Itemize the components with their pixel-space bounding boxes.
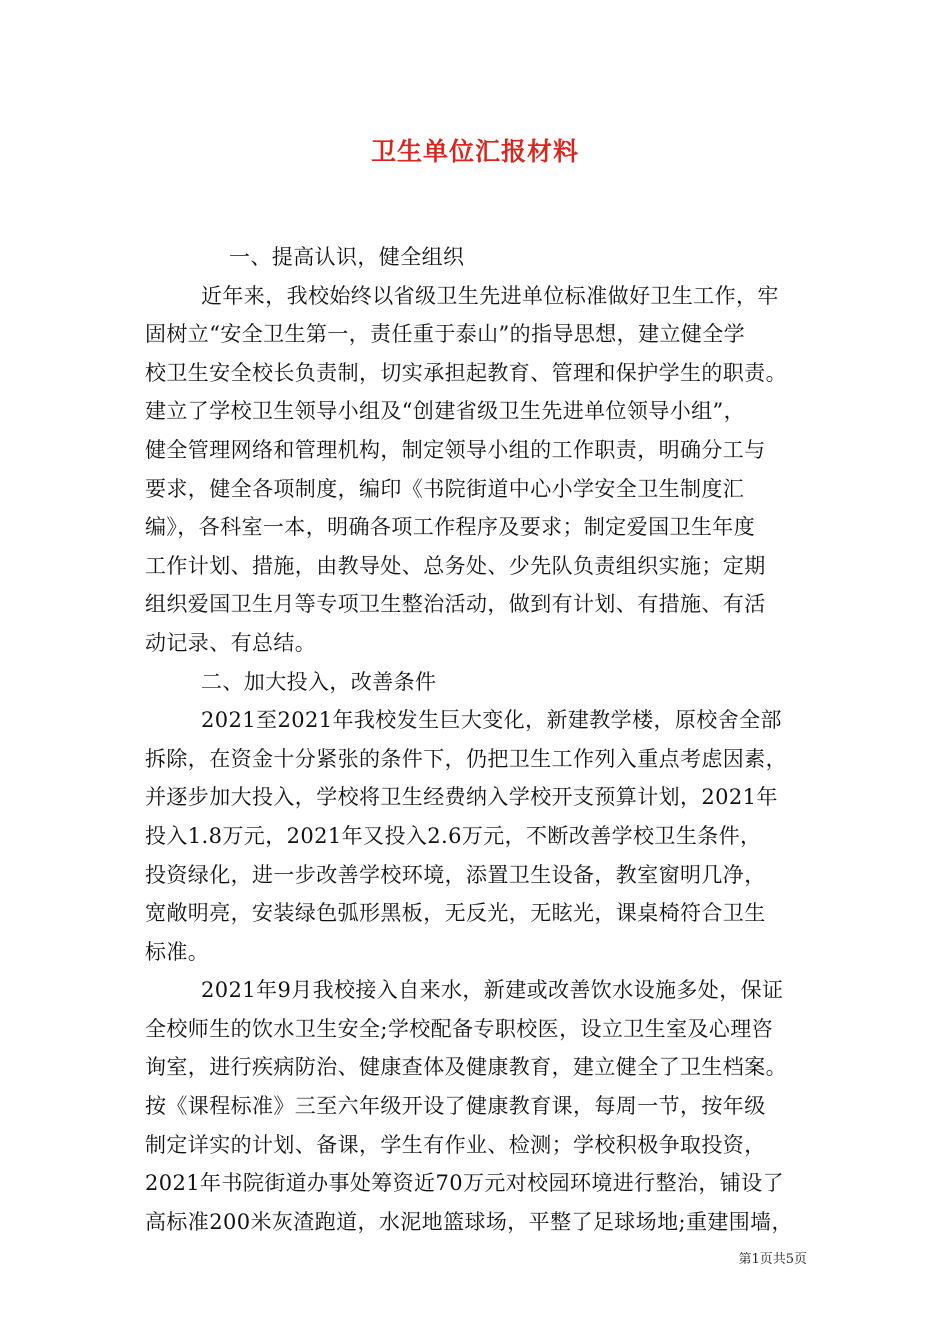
paragraph-line: 编》，各科室一本，明确各项工作程序及要求；制定爱国卫生年度 (145, 515, 756, 540)
paragraph-line: 校卫生安全校长负责制，切实承担起教育、管理和保护学生的职责。 (145, 360, 787, 385)
section-heading: 一、提高认识，健全组织 (229, 245, 465, 269)
paragraph-line: 并逐步加大投入，学校将卫生经费纳入学校开支预算计划，2021年 (145, 785, 778, 810)
paragraph-line: 拆除，在资金十分紧张的条件下，仍把卫生工作列入重点考虑因素， (145, 746, 787, 771)
paragraph-line: 制定详实的计划、备课，学生有作业、检测；学校积极争取投资， (145, 1132, 766, 1157)
paragraph-line: 组织爱国卫生月等专项卫生整治活动，做到有计划、有措施、有活 (145, 592, 766, 617)
page-number: 第1页共5页 (738, 1252, 807, 1267)
paragraph-line: 投入1.8万元，2021年又投入2.6万元，不断改善学校卫生条件， (145, 823, 762, 848)
paragraph-line: 询室，进行疾病防治、健康查体及健康教育，建立健全了卫生档案。 (145, 1055, 787, 1080)
paragraph-line: 近年来，我校始终以省级卫生先进单位标准做好卫生工作，牢 (201, 283, 779, 308)
document-title: 卫生单位汇报材料 (370, 137, 579, 166)
paragraph-line: 高标准200米灰渣跑道，水泥地篮球场，平整了足球场地;重建围墙， (145, 1209, 793, 1234)
paragraph-line: 建立了学校卫生领导小组及“创建省级卫生先进单位领导小组”， (145, 399, 746, 424)
paragraph-line: 宽敞明亮，安装绿色弧形黑板，无反光，无眩光，课桌椅符合卫生 (145, 901, 766, 926)
paragraph-line: 按《课程标准》三至六年级开设了健康教育课，每周一节，按年级 (145, 1094, 766, 1119)
paragraph-line: 2021年书院街道办事处筹资近70万元对校园环境进行整治，铺设了 (145, 1171, 784, 1196)
paragraph-line: 投资绿化，进一步改善学校环境，添置卫生设备，教室窗明几净， (145, 862, 766, 887)
paragraph-line: 全校师生的饮水卫生安全;学校配备专职校医，设立卫生室及心理咨 (145, 1016, 774, 1041)
paragraph-line: 工作计划、措施，由教导处、总务处、少先队负责组织实施；定期 (145, 553, 766, 578)
paragraph-line: 动记录、有总结。 (145, 630, 317, 655)
section-heading: 二、加大投入，改善条件 (201, 669, 437, 694)
paragraph-line: 标准。 (145, 939, 210, 964)
paragraph-line: 要求，健全各项制度，编印《书院街道中心小学安全卫生制度汇 (145, 476, 745, 501)
paragraph-line: 2021年9月我校接入自来水，新建或改善饮水设施多处，保证 (201, 978, 784, 1003)
paragraph-line: 2021至2021年我校发生巨大变化，新建教学楼，原校舍全部 (201, 708, 782, 733)
paragraph-line: 固树立“安全卫生第一，责任重于泰山”的指导思想，建立健全学 (145, 322, 746, 347)
paragraph-line: 健全管理网络和管理机构，制定领导小组的工作职责，明确分工与 (145, 437, 766, 462)
document-body (145, 238, 827, 1241)
